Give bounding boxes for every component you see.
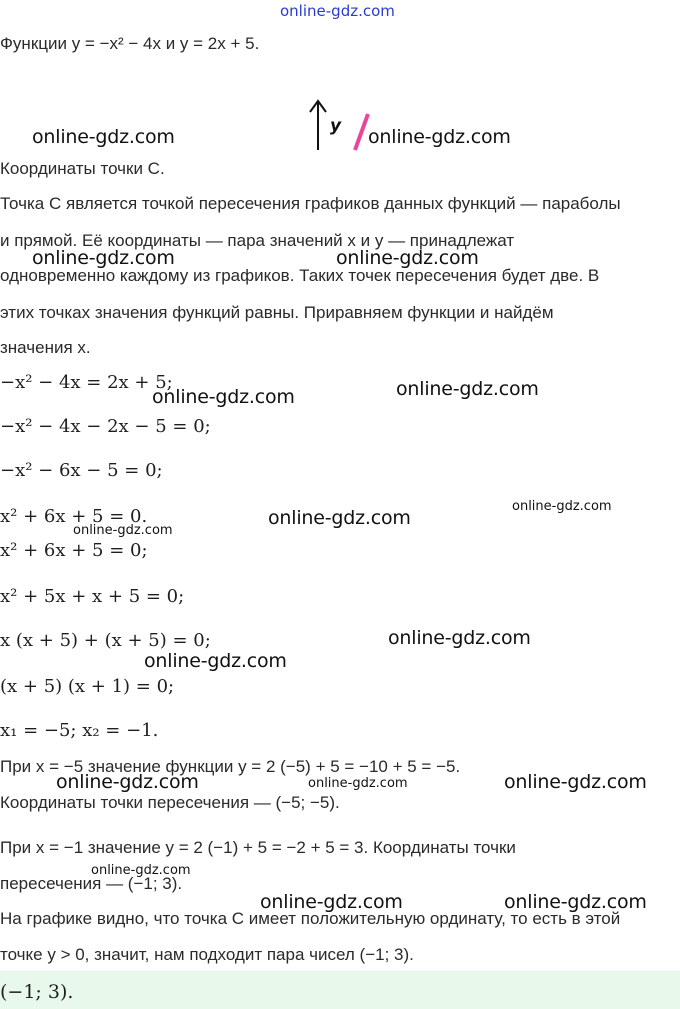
y-axis-label: y [330,116,342,136]
watermark-small: online-gdz.com [73,523,173,538]
case-1-line: При x = −5 значение функции y = 2 (−5) + 5 = −10 + 5 = −5. [0,757,461,776]
watermark: online-gdz.com [260,891,403,913]
watermark: online-gdz.com [32,126,175,148]
watermark: online-gdz.com [504,891,647,913]
watermark: online-gdz.com [152,386,295,408]
watermark-small: online-gdz.com [308,776,408,791]
paragraph-line-2: и прямой. Её координаты — пара значений x и y — принадлежат [0,231,515,250]
equation-1: −x² − 4x = 2x + 5; [0,372,173,393]
watermark: online-gdz.com [336,247,479,269]
watermark-small: online-gdz.com [91,863,191,878]
watermark: online-gdz.com [144,650,287,672]
watermark: online-gdz.com [56,771,199,793]
watermark-small: online-gdz.com [512,499,612,514]
equation-5: x² + 6x + 5 = 0; [0,540,148,561]
answer-box [0,971,680,1009]
watermark: online-gdz.com [32,247,175,269]
equation-9: x₁ = −5; x₂ = −1. [0,720,159,741]
watermark: online-gdz.com [396,378,539,400]
watermark: online-gdz.com [268,507,411,529]
paragraph-line-1: Точка C является точкой пересечения графиков данных функций — параболы [0,194,621,213]
equation-6: x² + 5x + x + 5 = 0; [0,586,185,607]
conclusion-line-1: На графике видно, что точка C имеет положительную ординату, то есть в этой [0,909,621,928]
equation-8: (x + 5) (x + 1) = 0; [0,676,175,697]
case-1-result: Координаты точки пересечения — (−5; −5). [0,793,340,812]
equation-3: −x² − 6x − 5 = 0; [0,460,163,481]
equation-7: x (x + 5) + (x + 5) = 0; [0,630,211,651]
equation-4: x² + 6x + 5 = 0. [0,506,148,527]
watermark-top: online-gdz.com [280,2,395,20]
paragraph-line-4: этих точках значения функций равны. Приравняем функции и найдём [0,303,554,322]
intro-formula: Функции y = −x² − 4x и y = 2x + 5. [0,34,260,53]
intro-text [0,34,259,54]
watermark: online-gdz.com [368,126,511,148]
paragraph-line-5: значения x. [0,338,91,357]
equation-2: −x² − 4x − 2x − 5 = 0; [0,416,211,437]
paragraph-line-3: одновременно каждому из графиков. Таких точек пересечения будет две. В [0,266,600,285]
conclusion-line-2: точке y > 0, значит, нам подходит пара чисел (−1; 3). [0,945,414,964]
watermark: online-gdz.com [388,627,531,649]
case-2-result: пересечения — (−1; 3). [0,874,183,893]
case-2-line: При x = −1 значение y = 2 (−1) + 5 = −2 + 5 = 3. Координаты точки [0,838,516,857]
heading-point-c: Координаты точки C. [0,159,165,178]
answer-text: (−1; 3). [0,981,74,1003]
watermark: online-gdz.com [504,771,647,793]
